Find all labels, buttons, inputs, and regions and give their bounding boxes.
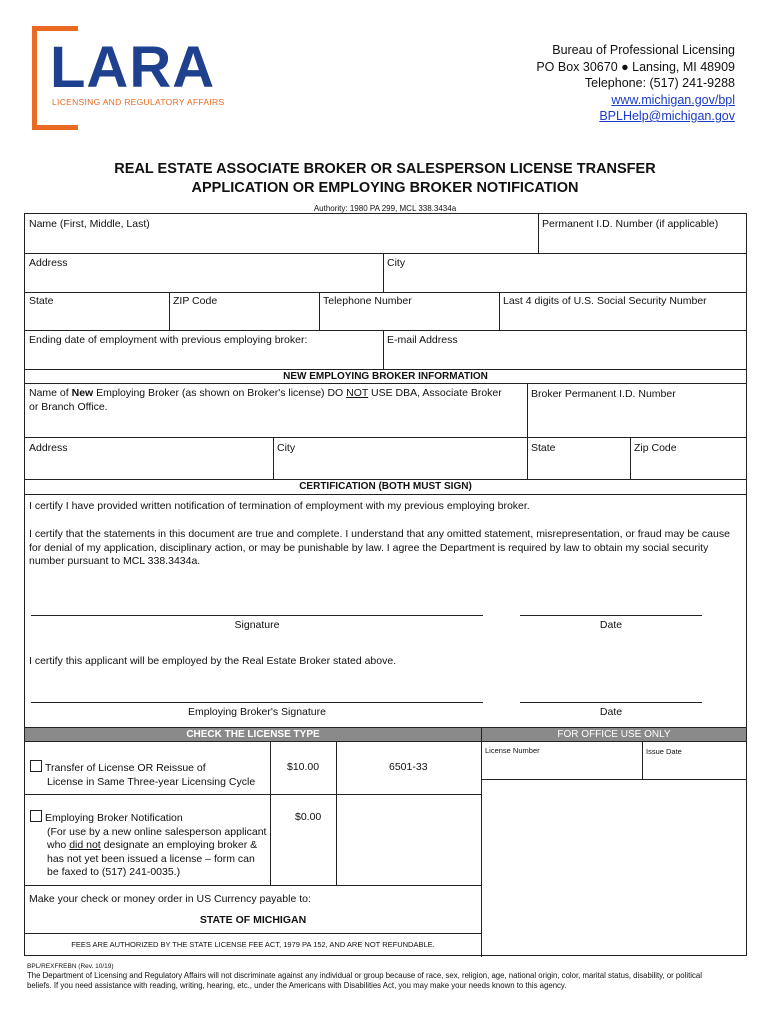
form-rule-line [642, 741, 643, 779]
form-rule-line [481, 728, 482, 957]
form-rule-line [25, 292, 746, 293]
option-transfer[interactable]: Transfer of License OR Reissue of License in Same Three-year Licensing Cycle [30, 760, 255, 789]
form-rule-line [336, 741, 337, 885]
broker-zip-label: Zip Code [634, 442, 677, 454]
form-rule-line [25, 330, 746, 331]
form-rule-line [383, 253, 384, 292]
logo: LARA [50, 35, 216, 100]
transfer-checkbox[interactable] [30, 760, 42, 772]
transfer-code: 6501-33 [389, 761, 428, 773]
form-rule-line [383, 330, 384, 369]
ending-date-label: Ending date of employment with previous employing broker: [29, 334, 308, 346]
city-label: City [387, 257, 406, 269]
logo-subtitle: LICENSING AND REGULATORY AFFAIRS [52, 97, 225, 107]
agency-telephone: Telephone: (517) 241-9288 [584, 76, 735, 90]
form-rule-line [538, 214, 539, 253]
form-rule-line [630, 437, 631, 479]
form-rule-line [25, 933, 481, 934]
form-rule-line [25, 741, 746, 742]
name-field-label: Name (First, Middle, Last) [29, 218, 150, 230]
broker-city-label: City [277, 442, 296, 454]
certification-statement-3: I certify this applicant will be employed by the Real Estate Broker stated above. [29, 655, 397, 667]
agency-po-box: PO Box 30670 ● Lansing, MI 48909 [536, 59, 735, 74]
broker-date-label: Date [599, 706, 623, 718]
form-rule-line [273, 437, 274, 479]
applicant-date-line[interactable] [520, 615, 702, 616]
new-broker-section-header: NEW EMPLOYING BROKER INFORMATION [283, 371, 488, 382]
issue-date-label: Issue Date [646, 747, 682, 756]
payee: STATE OF MICHIGAN [199, 914, 307, 926]
form-rule-line [25, 885, 481, 886]
state-label: State [29, 295, 54, 307]
form-rule-line [169, 292, 170, 330]
form-rule-line [527, 437, 528, 479]
license-number-label: License Number [485, 746, 540, 755]
form-title [0, 160, 770, 198]
broker-address-label: Address [29, 442, 68, 454]
address-label: Address [29, 257, 68, 269]
agency-address-block [536, 42, 735, 125]
form-rule-line [25, 794, 481, 795]
form-rule-line [270, 741, 271, 885]
telephone-label: Telephone Number [323, 295, 412, 307]
form-rule-line [25, 383, 746, 384]
authority-text: Authority: 1980 PA 299, MCL 338.3434a [313, 204, 457, 213]
form-rule-line [481, 779, 746, 780]
form-rule-line [25, 437, 746, 438]
applicant-signature-line[interactable] [31, 615, 483, 616]
application-form [24, 213, 747, 956]
form-rule-line [499, 292, 500, 330]
agency-email-link[interactable]: BPLHelp@michigan.gov [599, 109, 735, 123]
transfer-fee: $10.00 [287, 761, 320, 773]
broker-permanent-id-label: Broker Permanent I.D. Number [531, 388, 676, 400]
broker-notification-checkbox[interactable] [30, 810, 42, 822]
form-title-line2: APPLICATION OR EMPLOYING BROKER NOTIFICATION [191, 180, 579, 196]
zip-code-label: ZIP Code [173, 295, 218, 307]
agency-website-link[interactable]: www.michigan.gov/bpl [611, 92, 735, 107]
email-label: E-mail Address [387, 334, 458, 346]
certification-statement-1: I certify I have provided written notification of termination of employment with my previous employing broker. [29, 500, 530, 512]
fees-note: FEES ARE AUTHORIZED BY THE STATE LICENSE FEE ACT, 1979 PA 152, AND ARE NOT REFUNDABLE. [71, 940, 435, 949]
form-rule-line [25, 369, 746, 370]
form-rule-line [25, 494, 746, 495]
form-rule-line [527, 383, 528, 437]
broker-notification-fee: $0.00 [295, 811, 322, 823]
new-broker-name-label: Name of New Employing Broker (as shown on Broker's license) DO NOT USE DBA, Associate Broker or Branch Office. [29, 387, 502, 413]
form-rule-line [25, 253, 746, 254]
broker-state-label: State [531, 442, 556, 454]
broker-date-line[interactable] [520, 702, 702, 703]
broker-signature-label: Employing Broker's Signature [188, 706, 326, 718]
form-rule-line [319, 292, 320, 330]
date-label: Date [599, 619, 623, 631]
form-title-line1: REAL ESTATE ASSOCIATE BROKER OR SALESPERSON LICENSE TRANSFER [114, 161, 656, 177]
form-rule-line [25, 479, 746, 480]
broker-signature-line[interactable] [31, 702, 483, 703]
option-employing-broker-notification[interactable]: Employing Broker Notification (For use by a new online salesperson applicant who did not designate an employing broker & has not yet been issued a license – form can be faxed to (517) 241-0035.) [30, 810, 266, 880]
form-id: BPL/REXFREBN (Rev. 10/19) [27, 963, 114, 970]
permanent-id-label: Permanent I.D. Number (if applicable) [542, 218, 719, 230]
payment-instruction: Make your check or money order in US Currency payable to: [29, 893, 311, 905]
signature-label: Signature [234, 619, 280, 631]
certification-section-header: CERTIFICATION (BOTH MUST SIGN) [299, 481, 472, 492]
agency-name: Bureau of Professional Licensing [552, 43, 735, 57]
certification-statement-2: I certify that the statements in this document are true and complete. I understand that any omitted statement, misrepresentation, or fraud may be cause for denial of my application, disciplinary action, or may be punishable by law. I agree the Department is required by law to obtain my social security number pursuant to MCL 338.3434a. [29, 528, 730, 567]
office-use-header: FOR OFFICE USE ONLY [482, 728, 746, 741]
ssn-label: Last 4 digits of U.S. Social Security Number [503, 295, 707, 307]
check-license-type-header: CHECK THE LICENSE TYPE [25, 728, 481, 741]
nondiscrimination-statement: The Department of Licensing and Regulatory Affairs will not discriminate against any individual or group because of race, sex, religion, age, national origin, color, marital status, disability, or political beliefs. If you need assistance with reading, writing, hearing, etc., under the Americans with Disabilities Act, you may make your needs known to this agency. [27, 971, 702, 990]
